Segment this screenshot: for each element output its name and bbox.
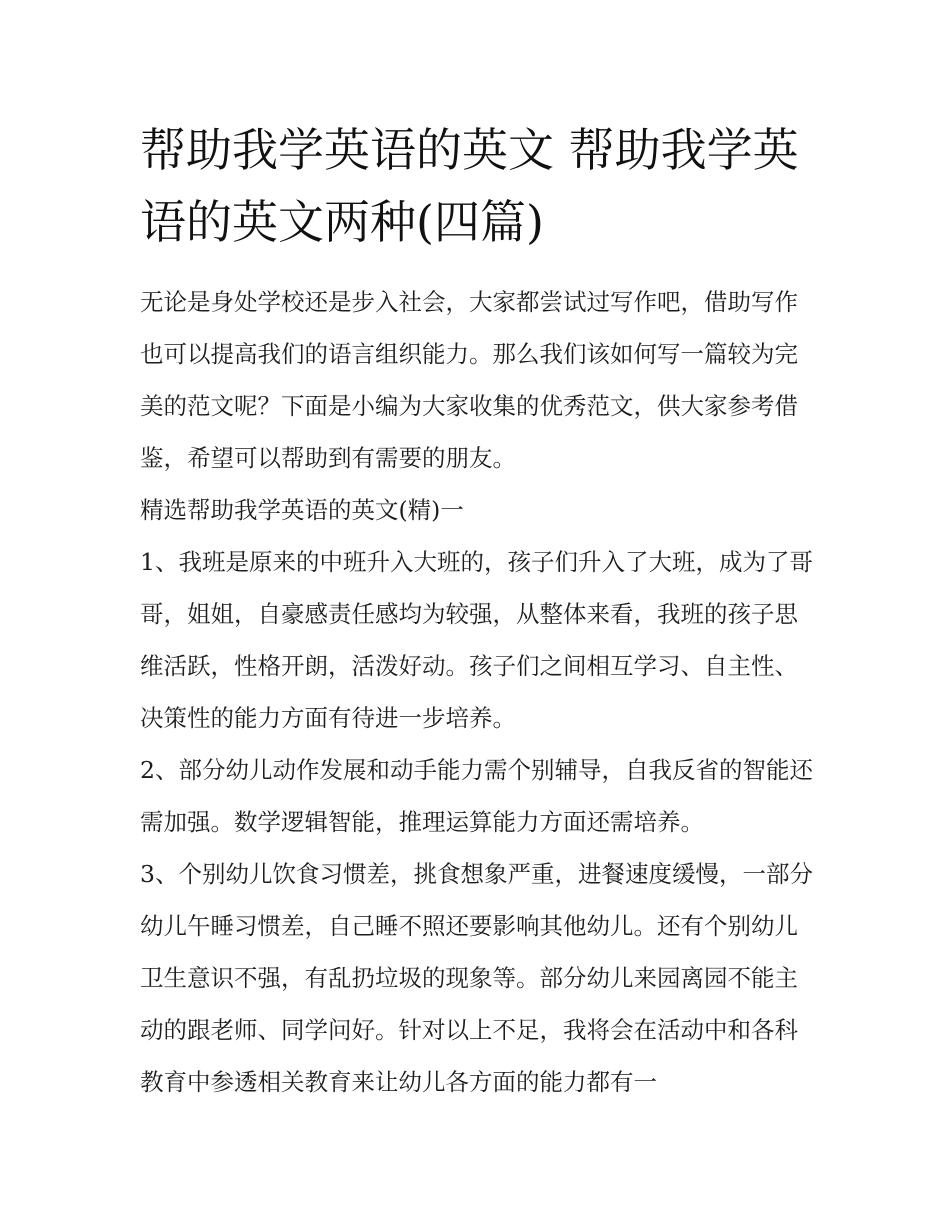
paragraph-section-heading: 精选帮助我学英语的英文(精)一 [140,496,464,524]
paragraph-item-2: 2、部分幼儿动作发展和动手能力需个别辅导，自我反省的智能还需加强。数学逻辑智能，推理运算能力方面还需培养。 [140,756,813,836]
document-body [140,276,816,1108]
document-title: 帮助我学英语的英文 帮助我学英语的英文两种(四篇) [140,123,799,249]
paragraph-intro: 无论是身处学校还是步入社会，大家都尝试过写作吧，借助写作也可以提高我们的语言组织能力。那么我们该如何写一篇较为完美的范文呢？下面是小编为大家收集的优秀范文，供大家参考借鉴，希望可以帮助到有需要的朋友。 [140,288,798,472]
paragraph-item-3: 3、个别幼儿饮食习惯差，挑食想象严重，进餐速度缓慢，一部分幼儿午睡习惯差，自己睡不照还要影响其他幼儿。还有个别幼儿卫生意识不强，有乱扔垃圾的现象等。部分幼儿来园离园不能主动的跟老师、同学问好。针对以上不足，我将会在活动中和各科教育中参透相关教育来让幼儿各方面的能力都有一 [140,860,813,1096]
paragraph-item-1: 1、我班是原来的中班升入大班的，孩子们升入了大班，成为了哥哥，姐姐，自豪感责任感均为较强，从整体来看，我班的孩子思维活跃，性格开朗，活泼好动。孩子们之间相互学习、自主性、决策性的能力方面有待进一步培养。 [140,548,813,732]
